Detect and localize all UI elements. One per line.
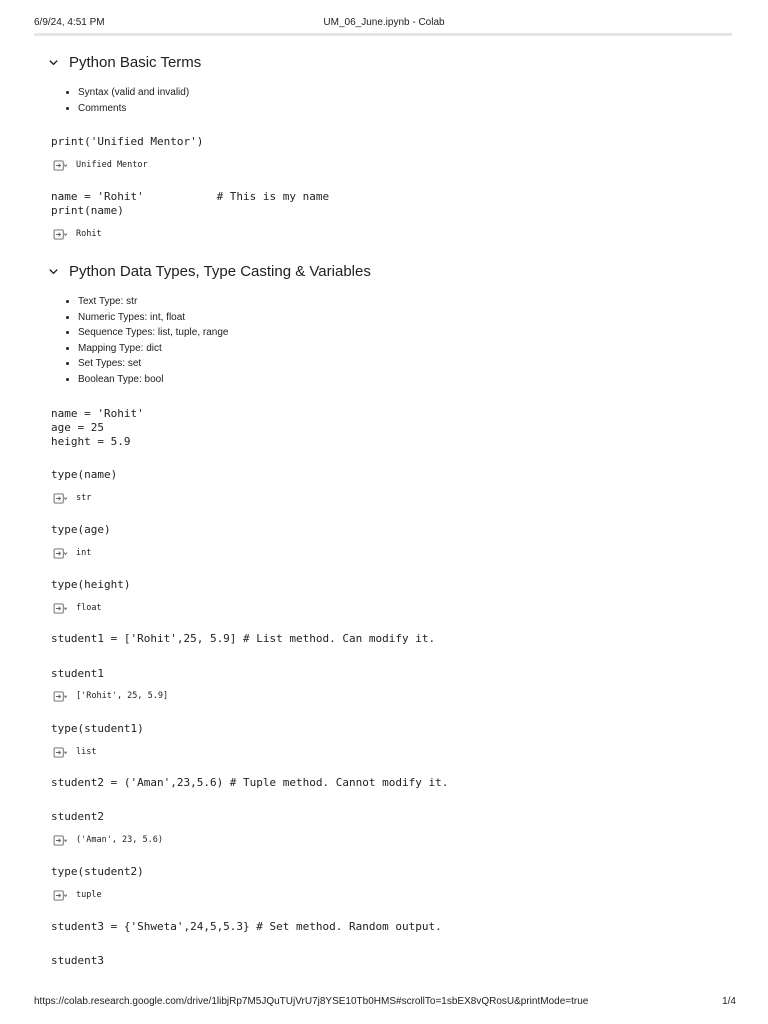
section-title: Python Basic Terms (69, 54, 202, 71)
cell-output (53, 689, 168, 703)
output-text: float (76, 603, 102, 613)
code-cell[interactable]: print('Unified Mentor') (51, 135, 204, 148)
list-item: • Text Type: str (78, 294, 228, 310)
code-cell[interactable]: student1 = ['Rohit',25, 5.9] # List method. Can modify it. (51, 632, 436, 645)
cell-output (53, 546, 91, 560)
list-item: • Comments (78, 101, 189, 117)
code-cell[interactable]: type(height) (51, 578, 131, 591)
page-number: 1/4 (722, 996, 736, 1007)
output-toggle-icon[interactable] (53, 747, 68, 758)
markdown-list (60, 85, 189, 116)
output-toggle-icon[interactable] (53, 493, 68, 504)
cell-output (53, 745, 96, 759)
output-toggle-icon[interactable] (53, 835, 68, 846)
section-header-basic-terms[interactable] (48, 54, 201, 71)
chevron-down-icon[interactable] (48, 57, 59, 68)
list-item: • Mapping Type: dict (78, 341, 228, 357)
output-toggle-icon[interactable] (53, 890, 68, 901)
code-cell[interactable]: student2 (51, 810, 104, 823)
print-url: https://colab.research.google.com/drive/1libjRp7M5JQuTUjVrU7j8YSE10Tb0HMS#scrollTo=1sbEX8vQRosU&printMode=true (34, 996, 589, 1007)
output-toggle-icon[interactable] (53, 691, 68, 702)
output-text: ('Aman', 23, 5.6) (76, 835, 163, 845)
list-item: • Syntax (valid and invalid) (78, 85, 189, 101)
output-toggle-icon[interactable] (53, 160, 68, 171)
code-cell[interactable]: student1 (51, 667, 104, 680)
code-cell[interactable]: type(student1) (51, 722, 144, 735)
output-text: Unified Mentor (76, 160, 148, 170)
cell-output (53, 227, 102, 241)
list-item: • Set Types: set (78, 356, 228, 372)
output-text: str (76, 493, 92, 503)
output-toggle-icon[interactable] (53, 548, 68, 559)
output-toggle-icon[interactable] (53, 603, 68, 614)
output-text: int (76, 548, 92, 558)
code-cell[interactable]: student3 (51, 954, 104, 967)
cell-output (53, 601, 102, 615)
output-text: list (76, 747, 97, 757)
code-cell[interactable]: type(age) (51, 523, 111, 536)
code-cell[interactable]: type(name) (51, 468, 118, 481)
list-item: • Boolean Type: bool (78, 372, 228, 388)
list-item: • Sequence Types: list, tuple, range (78, 325, 228, 341)
print-datetime: 6/9/24, 4:51 PM (34, 17, 105, 28)
markdown-list (60, 294, 228, 388)
code-cell[interactable]: name = 'Rohit' # This is my name print(name) (51, 190, 330, 217)
print-title: UM_06_June.ipynb - Colab (323, 17, 445, 28)
section-title: Python Data Types, Type Casting & Variables (69, 263, 371, 280)
code-cell[interactable]: student3 = {'Shweta',24,5,5.3} # Set method. Random output. (51, 920, 442, 933)
code-cell[interactable]: type(student2) (51, 865, 144, 878)
output-toggle-icon[interactable] (53, 229, 68, 240)
list-item: • Numeric Types: int, float (78, 310, 228, 326)
chevron-down-icon[interactable] (48, 266, 59, 277)
header-divider (34, 33, 732, 36)
cell-output (53, 833, 163, 847)
output-text: ['Rohit', 25, 5.9] (76, 691, 169, 701)
output-text: tuple (76, 890, 102, 900)
cell-output (53, 158, 148, 172)
code-cell[interactable]: name = 'Rohit' age = 25 height = 5.9 (51, 407, 144, 448)
cell-output (53, 888, 102, 902)
output-text: Rohit (76, 229, 102, 239)
section-header-data-types[interactable] (48, 263, 371, 280)
cell-output (53, 491, 91, 505)
code-cell[interactable]: student2 = ('Aman',23,5.6) # Tuple method. Cannot modify it. (51, 776, 449, 789)
